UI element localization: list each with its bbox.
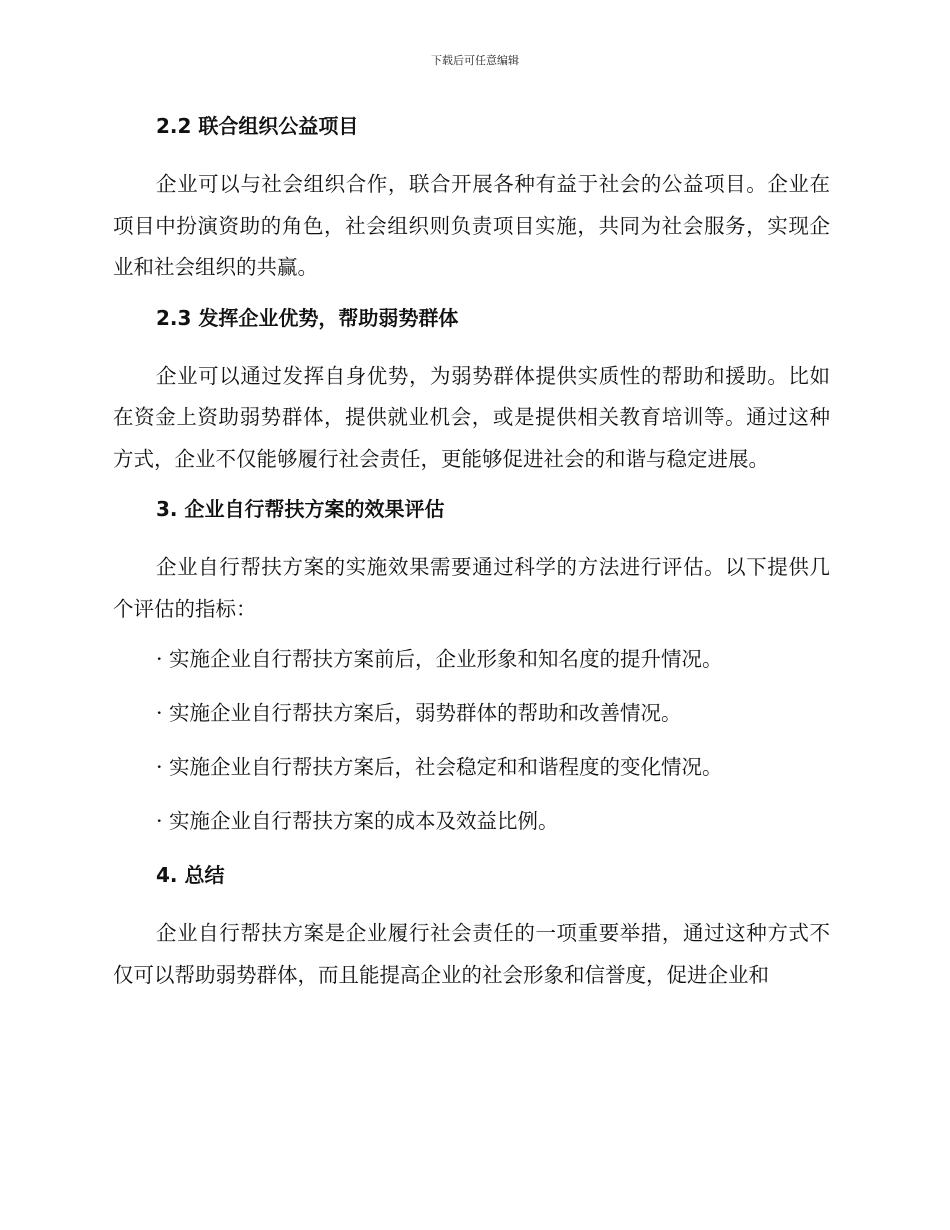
section-heading-4: 4. 总结 bbox=[156, 863, 225, 887]
section-heading-2-2: 2.2 联合组织公益项目 bbox=[156, 114, 359, 138]
section-heading-3: 3. 企业自行帮扶方案的效果评估 bbox=[156, 497, 445, 521]
section-paragraph-2-2: 企业可以与社会组织合作，联合开展各种有益于社会的公益项目。企业在项目中扮演资助的角色，社会组织则负责项目实施，共同为社会服务，实现企业和社会组织的共赢。 bbox=[113, 172, 830, 279]
page-header: 下载后可任意编辑 bbox=[431, 54, 519, 67]
evaluation-bullet: · 实施企业自行帮扶方案前后，企业形象和知名度的提升情况。 bbox=[156, 647, 723, 671]
section-paragraph-2-3: 企业可以通过发挥自身优势，为弱势群体提供实质性的帮助和援助。比如在资金上资助弱势群体，提供就业机会，或是提供相关教育培训等。通过这种方式，企业不仅能够履行社会责任，更能够促进社会的和谐与稳定进展。 bbox=[113, 363, 830, 471]
document-body bbox=[113, 110, 830, 996]
section-heading-2-3: 2.3 发挥企业优势，帮助弱势群体 bbox=[156, 305, 459, 330]
evaluation-bullet: · 实施企业自行帮扶方案后，弱势群体的帮助和改善情况。 bbox=[156, 701, 682, 725]
evaluation-bullet: · 实施企业自行帮扶方案的成本及效益比例。 bbox=[156, 809, 559, 833]
section-paragraph-3: 企业自行帮扶方案的实施效果需要通过科学的方法进行评估。以下提供几个评估的指标： bbox=[113, 555, 830, 621]
evaluation-bullet: · 实施企业自行帮扶方案后，社会稳定和和谐程度的变化情况。 bbox=[156, 755, 723, 779]
section-paragraph-4: 企业自行帮扶方案是企业履行社会责任的一项重要举措，通过这种方式不仅可以帮助弱势群体，而且能提高企业的社会形象和信誉度，促进企业和 bbox=[113, 921, 830, 987]
